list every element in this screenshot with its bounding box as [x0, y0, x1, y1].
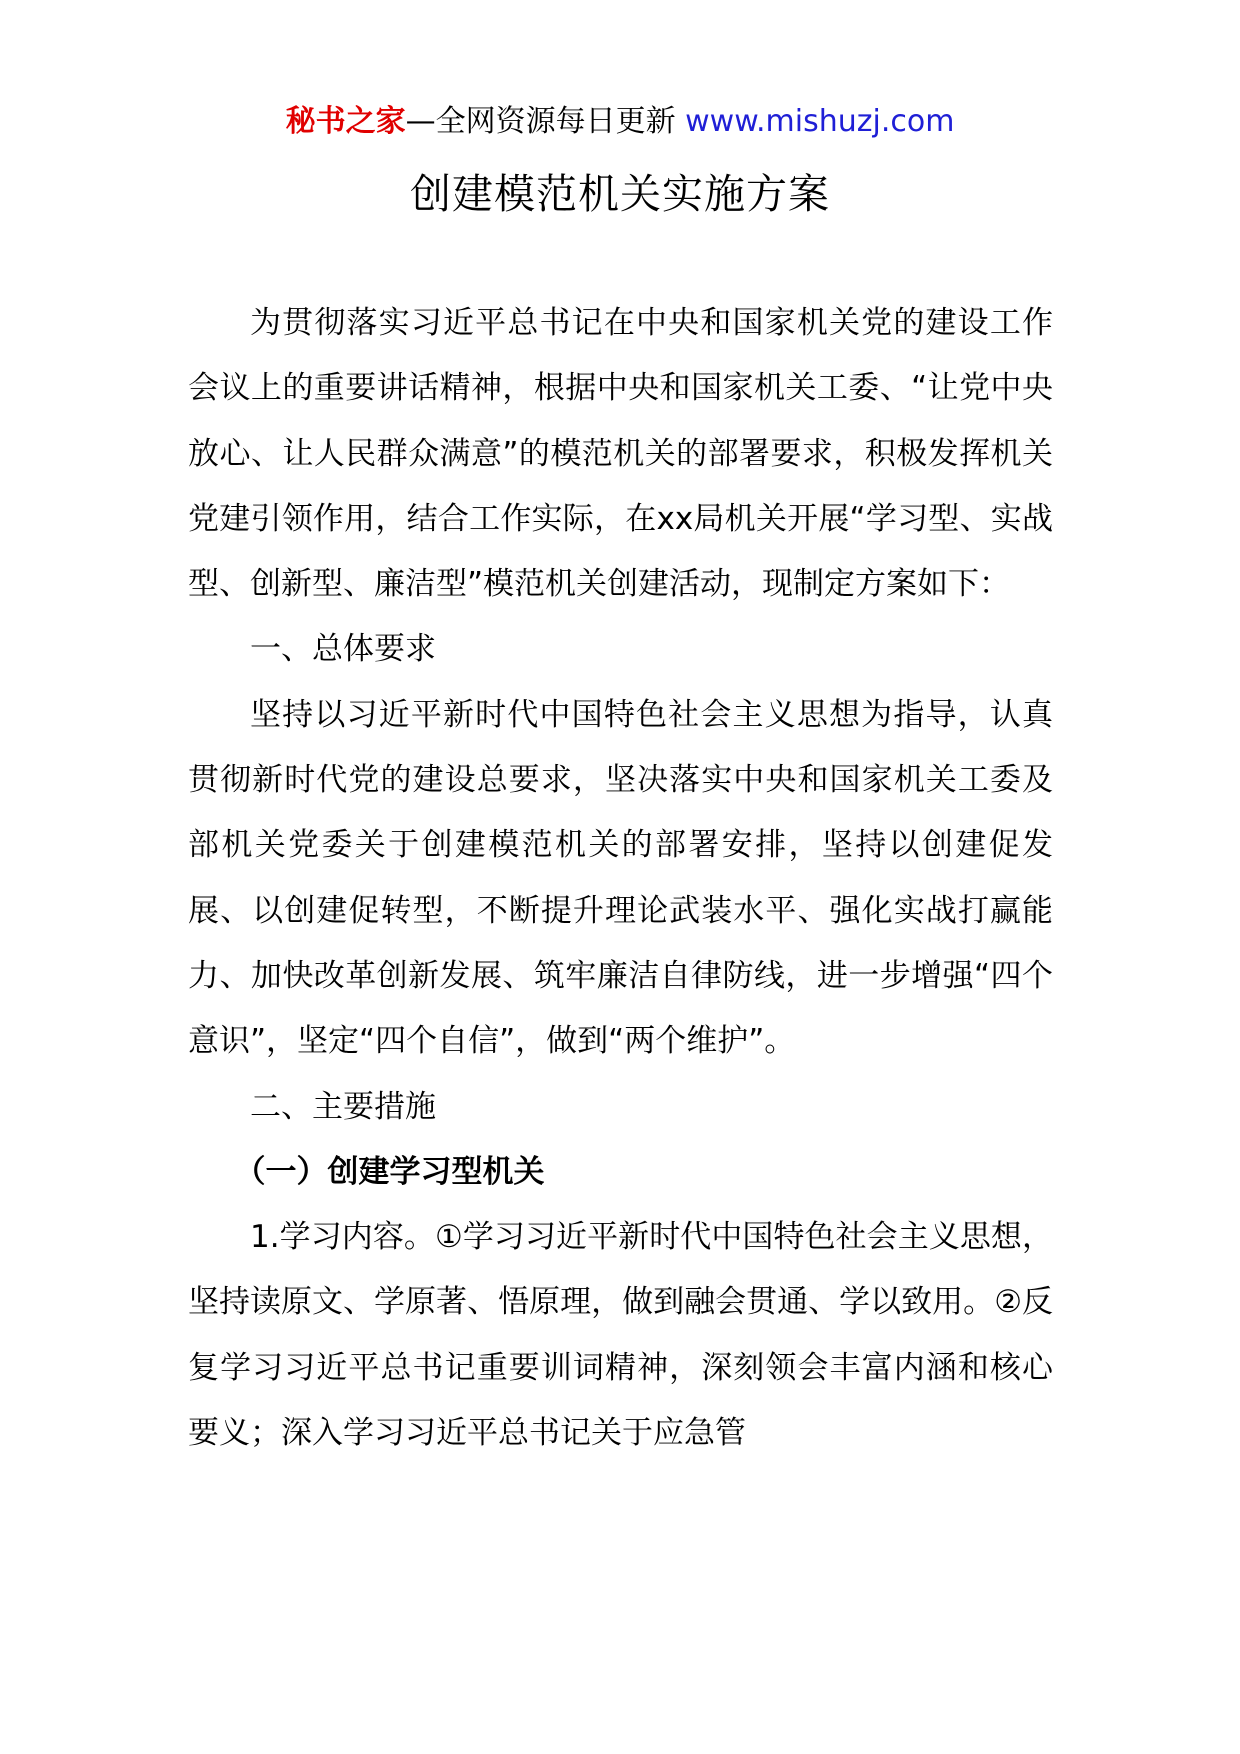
section-heading-general-requirements: 一、总体要求: [250, 631, 436, 668]
subsection-heading-learning-organization: （一）创建学习型机关: [234, 1153, 545, 1190]
learning-content-paragraph: 1.学习内容。①学习习近平新时代中国特色社会主义思想，坚持读原文、学原著、悟原理，做到融会贯通、学以致用。②反复学习习近平总书记重要训词精神，深刻领会丰富内涵和核心要义；深入学习习近平总书记关于应急管: [188, 1219, 1053, 1452]
brand-slogan: —全网资源每日更新: [405, 104, 676, 139]
intro-paragraph: 为贯彻落实习近平总书记在中央和国家机关党的建设工作会议上的重要讲话精神，根据中央和国家机关工委、“让党中央放心、让人民群众满意”的模范机关的部署要求，积极发挥机关党建引领作用，结合工作实际，在xx局机关开展“学习型、实战型、创新型、廉洁型”模范机关创建活动，现制定方案如下：: [188, 305, 1053, 603]
brand-name: 秘书之家: [285, 104, 406, 139]
document-body: [188, 291, 1053, 1466]
watermark-header: [0, 102, 1240, 142]
document-title: 创建模范机关实施方案: [410, 170, 830, 218]
section-heading-main-measures: 二、主要措施: [250, 1088, 436, 1125]
brand-url: www.mishuzj.com: [685, 104, 955, 139]
general-requirements-paragraph: 坚持以习近平新时代中国特色社会主义思想为指导，认真贯彻新时代党的建设总要求，坚决落实中央和国家机关工委及部机关党委关于创建模范机关的部署安排，坚持以创建促发展、以创建促转型，不断提升理论武装水平、强化实战打赢能力、加快改革创新发展、筑牢廉洁自律防线，进一步增强“四个意识”，坚定“四个自信”，做到“两个维护”。: [188, 696, 1053, 1060]
